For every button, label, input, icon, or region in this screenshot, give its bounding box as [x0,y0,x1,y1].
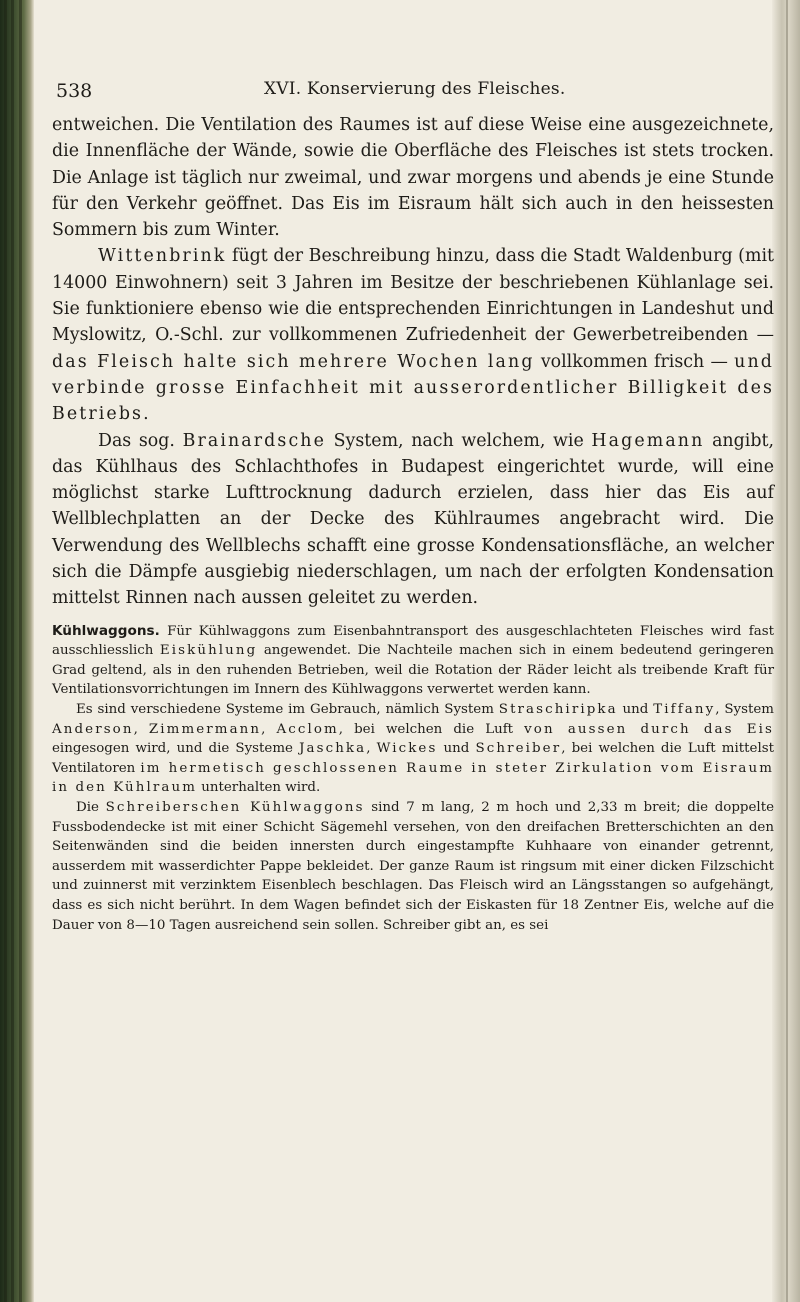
page-number: 538 [56,80,93,102]
main-text [52,112,774,612]
paragraph-brainard: Das sog. Brainardsche System, nach welchem, wie Hagemann angibt, das Kühlhaus des Schlachthofes in Budapest eingerichtet wurde, will eine möglichst starke Lufttrocknung dadurch erzielen, dass hier das Eis auf Wellblechplatten an der Decke des Kühlraumes angebracht wird. Die Verwendung des Wellblechs schafft eine grosse Kondensationsfläche, an welcher sich die Dämpfe ausgiebig niederschlagen, um nach der erfolgten Kondensation mittelst Rinnen nach aussen geleitet zu werden. [52,430,774,609]
paragraph-kuehlwaggons: Kühlwaggons. Für Kühlwaggons zum Eisenbahntransport des ausgeschlachteten Fleisches wird fast ausschliesslich Eiskühlung angewendet. Die Nachteile machen sich in einem bedeutend geringeren Grad geltend, als in den ruhenden Betrieben, weil die Rotation der Räder leicht als treibende Kraft für Ventilationsvorrichtungen im Innern des Kühlwaggons verwertet werden kann. [52,622,775,698]
paragraph-wittenbrink: Wittenbrink fügt der Beschreibung hinzu, dass die Stadt Waldenburg (mit 14000 Einwohnern) seit 3 Jahren im Besitze der beschriebenen Kühlanlage sei. Sie funktioniere ebenso wie die entsprechenden Einrichtungen in Landeshut und Myslowitz, O.-Schl. zur vollkommenen Zufriedenheit der Gewerbetreibenden — das Fleisch halte sich mehrere Wochen lang vollkommen frisch — und verbinde grosse Einfachheit mit ausserordentlicher Billigkeit des Betriebs. [52,246,774,425]
paragraph-schreiber: Die Schreiberschen Kühlwaggons sind 7 m lang, 2 m hoch und 2,33 m breit; die doppelte Fussbodendecke ist mit einer Schicht Sägemehl versehen, von den dreifachen Bretterschichten an den Seitenwänden sind die beiden innersten durch eingestampfte Kuhhaare von einander getrennt, ausserdem mit wasserdichter Pappe bekleidet. Der ganze Raum ist ringsum mit einer dicken Filzschicht und zuinnerst mit verzinktem Eisenblech beschlagen. Das Fleisch wird an Längsstangen so aufgehängt, dass es sich nicht berührt. In dem Wagen befindet sich der Eiskasten für 18 Zentner Eis, welche auf die Dauer von 8—10 Tagen ausreichend sein sollen. Schreiber gibt an, es sei [52,799,774,933]
section-runin-heading: Kühlwaggons. [52,622,160,639]
paragraph-systeme: Es sind verschiedene Systeme im Gebrauch, nämlich System Straschiripka und Tiffany, System Anderson, Zimmermann, Acclom, bei welchen die Luft von aussen durch das Eis eingesogen wird, und die Systeme Jaschka, Wickes und Schreiber, bei welchen die Luft mittelst Ventilatoren im hermetisch geschlossenen Raume in steter Zirkulation vom Eisraum in den Kühlraum unterhalten wird. [52,702,775,796]
page-edge-shadow [772,0,800,1302]
book-page [52,72,774,1282]
author-name: Hagemann [591,430,705,451]
author-name: Wittenbrink [98,246,227,267]
small-print-section [52,622,774,936]
system-name: Brainardsche [182,430,326,451]
page-header [52,72,774,106]
paragraph-ventilation: entweichen. Die Ventilation des Raumes ist auf diese Weise eine ausgezeichnete, die Innenfläche der Wände, sowie die Oberfläche des Fleisches ist stets trocken. Die Anlage ist täglich nur zweimal, und zwar morgens und abends je eine Stunde für den Verkehr geöffnet. Das Eis im Eisraum hält sich auch in den heissesten Sommern bis zum Winter. [52,115,774,241]
running-title: XVI. Konservierung des Fleisches. [264,79,566,99]
book-spine-shadow [0,0,34,1302]
